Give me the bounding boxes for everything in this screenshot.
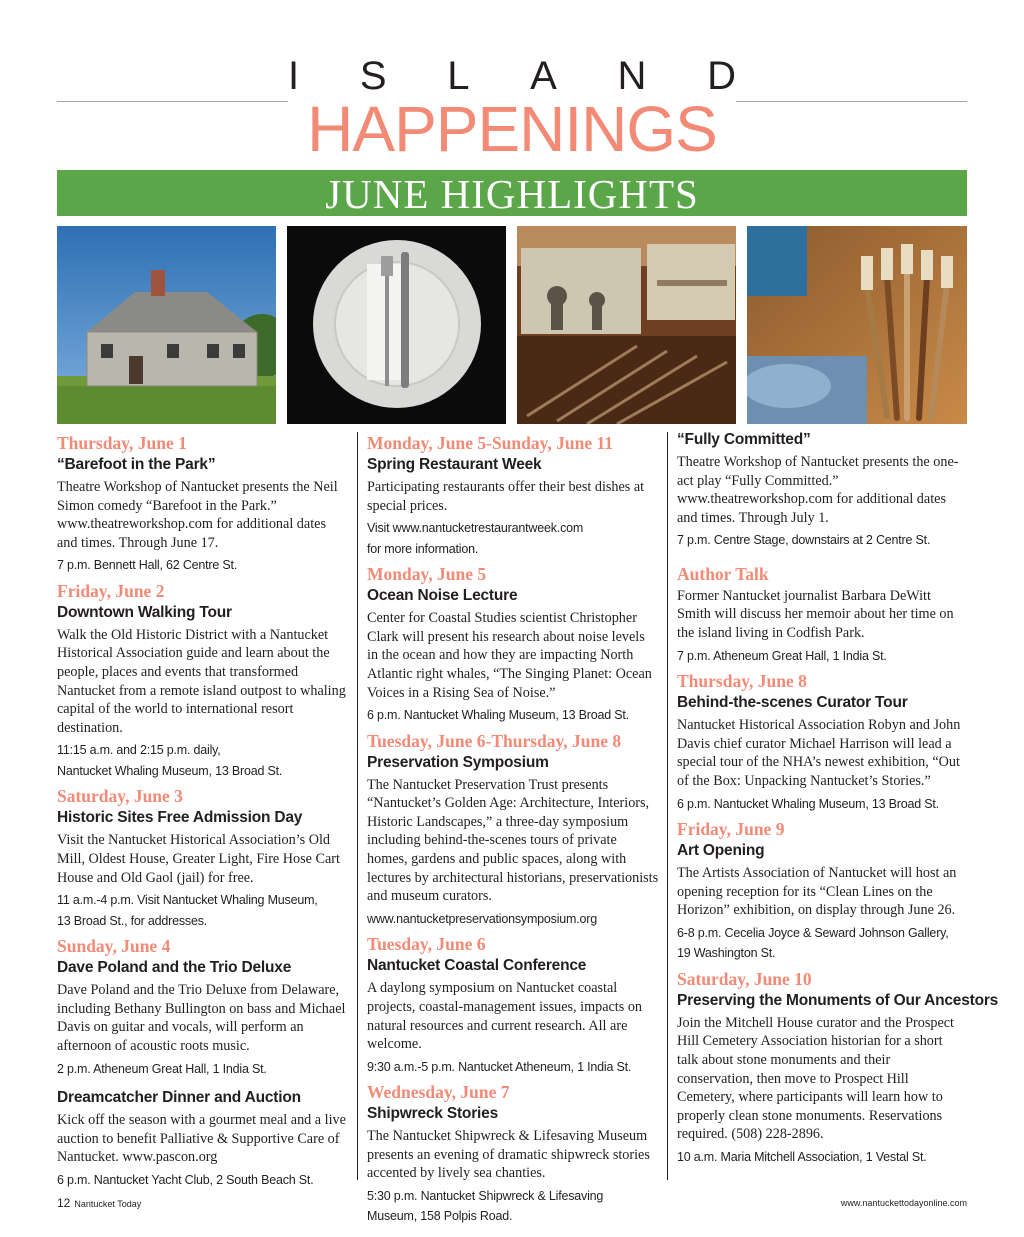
event-dreamcatcher-dinner xyxy=(57,1087,347,1190)
event-detail-line: 5:30 p.m. Nantucket Shipwreck & Lifesaving xyxy=(367,1188,604,1203)
event-details xyxy=(677,923,967,964)
event-description: The Nantucket Shipwreck & Lifesaving Museum presents an evening of dramatic shipwreck stories accented by lively sea chanties. xyxy=(367,1128,650,1182)
event-barefoot-in-the-park xyxy=(57,432,347,576)
page-number: 12 xyxy=(57,1196,71,1210)
event-date: Author Talk xyxy=(677,563,769,584)
event-description: Center for Coastal Studies scientist Christopher Clark will present his research about noise levels in the ocean and how they are impacting North Atlantic right whales, “The Singing Planet: Ocean Voices in a Rising Sea of Noise.” xyxy=(367,610,652,701)
event-details xyxy=(57,1170,347,1191)
event-dave-poland-trio-deluxe xyxy=(57,935,347,1079)
event-detail-line: 7 p.m. Centre Stage, downstairs at 2 Centre St. xyxy=(677,533,931,548)
event-date: Sunday, June 4 xyxy=(57,936,171,957)
event-description: Theatre Workshop of Nantucket presents the Neil Simon comedy “Barefoot in the Park.” www.theatreworkshop.com for additional dates and times. Through June 17. xyxy=(57,479,338,551)
event-title: Nantucket Coastal Conference xyxy=(367,957,587,975)
event-detail-line: Visit www.nantucketrestaurantweek.com xyxy=(367,521,584,536)
event-description: Nantucket Historical Association Robyn and John Davis chief curator Michael Harrison will lead a special tour of the NHA’s newest exhibition, “Out of the Box: Unpacking Nantucket’s Stories.” xyxy=(677,717,961,789)
spacer xyxy=(57,1079,347,1087)
event-detail-line: 7 p.m. Atheneum Great Hall, 1 India St. xyxy=(677,648,887,663)
event-detail-line: 7 p.m. Bennett Hall, 62 Centre St. xyxy=(57,558,238,573)
event-description: Former Nantucket journalist Barbara DeWitt Smith will discuss her memoir about her time on the island living in Codfish Park. xyxy=(677,587,954,642)
event-shipwreck-stories xyxy=(367,1081,659,1227)
event-detail-line: 19 Washington St. xyxy=(677,946,776,961)
event-details xyxy=(677,794,967,815)
events-column-2 xyxy=(367,428,659,1227)
event-description: Participating restaurants offer their best dishes at special prices. xyxy=(367,479,645,514)
kicker-letter: D xyxy=(707,53,736,98)
event-details xyxy=(57,1059,347,1080)
saltbox-house-photo xyxy=(57,226,276,424)
event-date: Thursday, June 1 xyxy=(57,433,187,453)
event-title: Behind-the-scenes Curator Tour xyxy=(677,694,908,712)
kicker-letter: A xyxy=(530,53,557,98)
event-title: “Fully Committed” xyxy=(677,431,811,448)
column-divider xyxy=(667,432,668,1180)
event-description: Join the Mitchell House curator and the Prospect Hill Cemetery Association historian for a short talk about stone monuments and their conservation, then move to Prospect Hill Cemetery, where participants will learn how to properly clean stone monuments. Reservations required. (508) 228-2896. xyxy=(677,1014,954,1143)
event-details xyxy=(57,555,347,576)
event-details xyxy=(367,909,659,930)
event-title: Ocean Noise Lecture xyxy=(367,587,518,605)
spacer xyxy=(677,551,967,559)
publication-name: Nantucket Today xyxy=(74,1199,142,1209)
event-detail-line: 6 p.m. Nantucket Whaling Museum, 13 Broad St. xyxy=(367,708,629,723)
event-date: Tuesday, June 6-Thursday, June 8 xyxy=(367,730,622,751)
events-column-3 xyxy=(677,428,999,1167)
event-description: A daylong symposium on Nantucket coastal projects, coastal-management issues, impacts on natural resources and current research. All are welcome. xyxy=(367,980,643,1053)
kicker-letter: L xyxy=(447,53,470,98)
event-preserving-monuments xyxy=(677,968,999,1168)
event-title: Dreamcatcher Dinner and Auction xyxy=(57,1089,301,1107)
event-date: Tuesday, June 6 xyxy=(367,934,486,955)
event-author-talk xyxy=(677,563,967,666)
event-title: Historic Sites Free Admission Day xyxy=(57,809,303,827)
event-date: Friday, June 2 xyxy=(57,580,165,601)
event-detail-line: 10 a.m. Maria Mitchell Association, 1 Vestal St. xyxy=(677,1149,927,1164)
event-details xyxy=(677,1147,967,1168)
event-description: The Artists Association of Nantucket will host an opening reception for its “Clean Lines on the Horizon” exhibition, on display through June 26. xyxy=(677,865,957,919)
events-column-1 xyxy=(57,428,347,1190)
event-title: Spring Restaurant Week xyxy=(367,456,542,473)
event-title: Shipwreck Stories xyxy=(367,1105,498,1123)
event-details xyxy=(57,740,347,781)
museum-exhibit-photo xyxy=(517,226,736,424)
event-downtown-walking-tour xyxy=(57,580,347,782)
event-art-opening xyxy=(677,818,967,964)
event-detail-line: Nantucket Whaling Museum, 13 Broad St. xyxy=(57,763,283,778)
event-details xyxy=(367,1186,659,1227)
event-title: Art Opening xyxy=(677,842,765,860)
kicker-letter: I xyxy=(288,53,300,98)
event-ocean-noise-lecture xyxy=(367,563,659,725)
column-divider xyxy=(357,432,358,1180)
event-title: Preserving the Monuments of Our Ancestors xyxy=(677,991,999,1009)
event-date: Saturday, June 3 xyxy=(57,786,183,807)
event-fully-committed xyxy=(677,429,967,551)
event-title: Downtown Walking Tour xyxy=(57,603,232,621)
section-banner: JUNE HIGHLIGHTS xyxy=(57,170,967,216)
event-curator-tour xyxy=(677,670,967,814)
event-details xyxy=(677,530,967,551)
publication-url: www.nantuckettodayonline.com xyxy=(840,1198,967,1208)
event-date: Monday, June 5 xyxy=(367,564,487,585)
event-detail-line: for more information. xyxy=(367,541,479,556)
event-details xyxy=(677,646,967,667)
page-title: HAPPENINGS xyxy=(307,93,717,165)
event-detail-line: 6 p.m. Nantucket Whaling Museum, 13 Broad St. xyxy=(677,796,939,811)
event-historic-sites-free-admission xyxy=(57,785,347,931)
event-details xyxy=(367,518,659,559)
kicker-letter: S xyxy=(359,53,387,98)
island-kicker xyxy=(288,53,736,98)
event-description: Kick off the season with a gourmet meal and a live auction to benefit Palliative & Supportive Care of Nantucket. www.pascon.org xyxy=(57,1112,346,1166)
event-description: Dave Poland and the Trio Deluxe from Delaware, including Bethany Bullington on bass and Michael Davis on guitar and vocals, will perform an afternoon of acoustic roots music. xyxy=(57,982,346,1054)
event-detail-line: www.nantucketpreservationsymposium.org xyxy=(367,911,598,926)
event-description: Visit the Nantucket Historical Association’s Old Mill, Oldest House, Greater Light, Fire Hose Cart House and Old Gaol (jail) for free. xyxy=(57,832,340,886)
event-description: Theatre Workshop of Nantucket presents the one-act play “Fully Committed.” www.theatreworkshop.com for additional dates and times. Through July 1. xyxy=(677,454,959,526)
event-coastal-conference xyxy=(367,933,659,1077)
kicker-letter: N xyxy=(617,53,647,98)
event-detail-line: 9:30 a.m.-5 p.m. Nantucket Atheneum, 1 India St. xyxy=(367,1059,632,1074)
event-title: Preservation Symposium xyxy=(367,753,549,771)
event-details xyxy=(57,890,347,931)
page-footer-left xyxy=(57,1196,141,1210)
event-detail-line: 2 p.m. Atheneum Great Hall, 1 India St. xyxy=(57,1061,267,1076)
event-detail-line: Museum, 158 Polpis Road. xyxy=(367,1209,513,1224)
event-preservation-symposium xyxy=(367,730,659,930)
event-detail-line: 11:15 a.m. and 2:15 p.m. daily, xyxy=(57,743,221,758)
event-description: Walk the Old Historic District with a Nantucket Historical Association guide and learn about the people, places and events that transformed Nantucket from a remote island outpost to whaling capital of the world to international resort destination. xyxy=(57,626,346,736)
event-details xyxy=(367,1057,659,1078)
event-date: Thursday, June 8 xyxy=(677,671,807,692)
event-date: Monday, June 5-Sunday, June 11 xyxy=(367,433,614,453)
event-detail-line: 6 p.m. Nantucket Yacht Club, 2 South Beach St. xyxy=(57,1172,314,1187)
event-date: Friday, June 9 xyxy=(677,819,785,840)
event-detail-line: 13 Broad St., for addresses. xyxy=(57,913,208,928)
event-date: Wednesday, June 7 xyxy=(367,1082,510,1103)
event-title: “Barefoot in the Park” xyxy=(57,456,216,473)
event-title: Dave Poland and the Trio Deluxe xyxy=(57,959,292,977)
event-date: Saturday, June 10 xyxy=(677,968,812,989)
event-spring-restaurant-week xyxy=(367,432,659,559)
event-detail-line: 6-8 p.m. Cecelia Joyce & Seward Johnson Gallery, xyxy=(677,925,949,940)
event-details xyxy=(367,705,659,726)
event-description: The Nantucket Preservation Trust presents “Nantucket’s Golden Age: Architecture, Interiors, Historic Landscapes,” a three-day symposium including behind-the-scenes tours of private homes, gardens and public spaces, along with lectures by architectural historians, preservationists and museum curators. xyxy=(367,776,659,905)
place-setting-photo xyxy=(287,226,506,424)
paintbrushes-photo xyxy=(747,226,967,424)
event-detail-line: 11 a.m.-4 p.m. Visit Nantucket Whaling Museum, xyxy=(57,893,318,908)
